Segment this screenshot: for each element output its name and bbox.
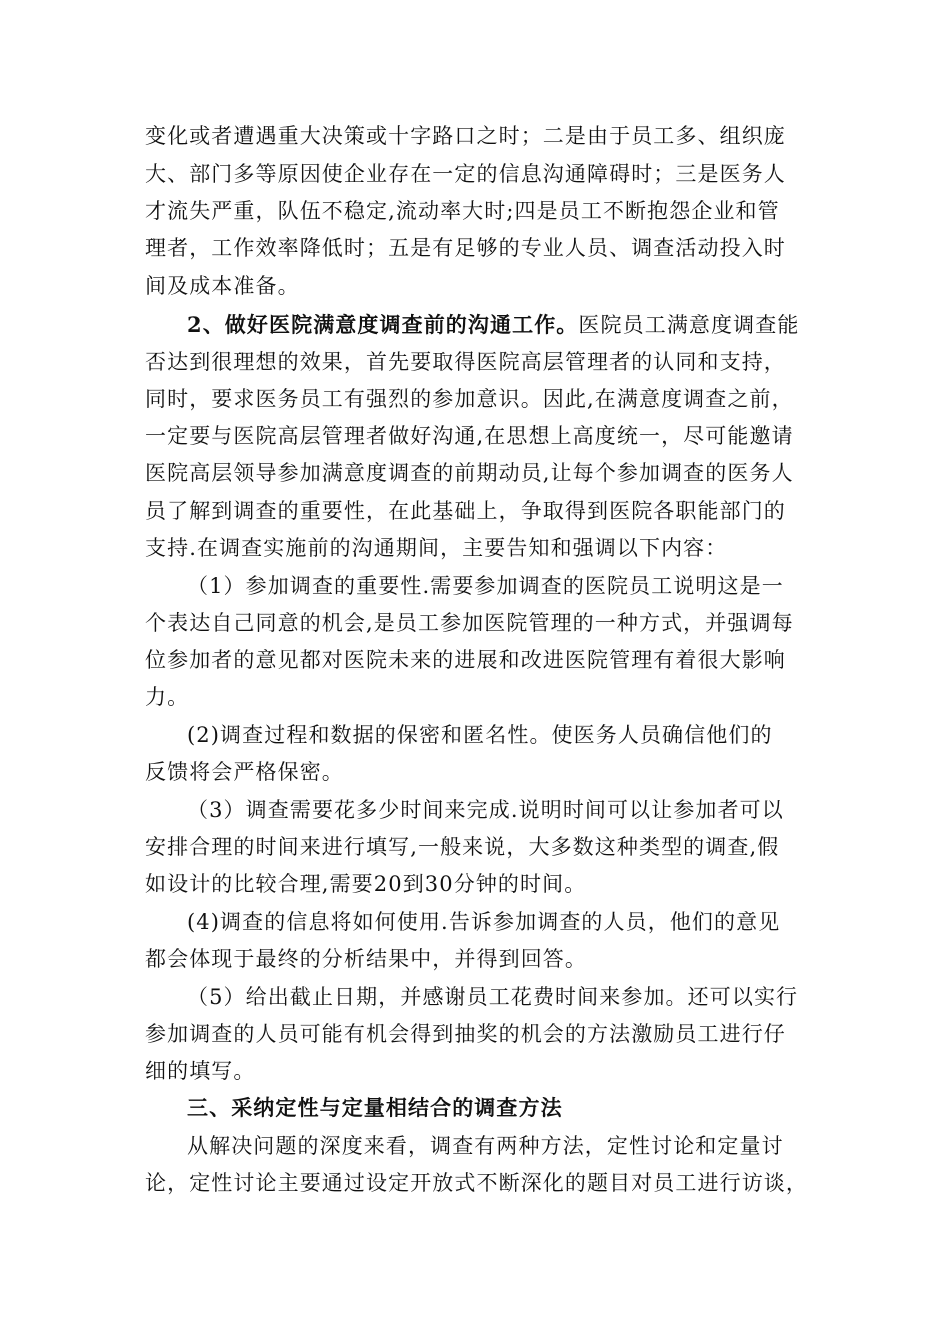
list-item-1-line: 力。 — [145, 685, 190, 709]
list-item-3-line: 安排合理的时间来进行填写,一般来说，大多数这种类型的调查,假 — [145, 835, 780, 859]
body-text-line: 一定要与医院高层管理者做好沟通,在思想上高度统一，尽可能邀请 — [145, 424, 794, 448]
list-item-5-line: 细的填写。 — [145, 1059, 256, 1083]
list-item-3-line: （3）调查需要花多少时间来完成.说明时间可以让参加者可以 — [187, 798, 784, 822]
body-text-line: 理者，工作效率降低时；五是有足够的专业人员、调查活动投入时 — [145, 236, 786, 260]
list-item-2-line: (2)调查过程和数据的保密和匿名性。使医务人员确信他们的 — [187, 723, 773, 747]
body-text-line: 论，定性讨论主要通过设定开放式不断深化的题目对员工进行访谈， — [145, 1171, 808, 1195]
body-text-line: 变化或者遭遇重大决策或十字路口之时；二是由于员工多、组织庞 — [145, 124, 786, 148]
body-text-line: 支持.在调查实施前的沟通期间，主要告知和强调以下内容： — [145, 536, 728, 560]
body-text-line: 才流失严重，队伍不稳定,流动率大时;四是员工不断抱怨企业和管 — [145, 199, 780, 223]
list-item-3-line: 如设计的比较合理,需要20到30分钟的时间。 — [145, 872, 587, 896]
list-item-1-line: 个表达自己同意的机会,是员工参加医院管理的一种方式，并强调每 — [145, 611, 794, 635]
body-text-line: 间及成本准备。 — [145, 274, 300, 298]
list-item-4-line: (4)调查的信息将如何使用.告诉参加调查的人员，他们的意见 — [187, 910, 781, 934]
section-2-first-line — [187, 310, 805, 340]
list-item-5-line: 参加调查的人员可能有机会得到抽奖的机会的方法激励员工进行仔 — [145, 1022, 786, 1046]
body-text-line: 大、部门多等原因使企业存在一定的信息沟通障碍时；三是医务人 — [145, 162, 786, 186]
list-item-1-line: 位参加者的意见都对医院未来的进展和改进医院管理有着很大影响 — [145, 648, 786, 672]
section-2-first-line-text: 医院员工满意度调查能 — [578, 313, 800, 337]
body-text-line: 从解决问题的深度来看，调查有两种方法，定性讨论和定量讨 — [187, 1134, 784, 1158]
section-3-heading: 三、采纳定性与定量相结合的调查方法 — [187, 1095, 563, 1120]
list-item-1-line: （1）参加调查的重要性.需要参加调查的医院员工说明这是一 — [187, 574, 784, 598]
list-item-5-line: （5）给出截止日期，并感谢员工花费时间来参加。还可以实行 — [187, 985, 799, 1009]
body-text-line: 同时，要求医务员工有强烈的参加意识。因此,在满意度调查之前， — [145, 387, 794, 411]
body-text-line: 否达到很理想的效果，首先要取得医院高层管理者的认同和支持， — [145, 350, 786, 374]
body-text-line: 医院高层领导参加满意度调查的前期动员,让每个参加调查的医务人 — [145, 461, 794, 485]
section-2-heading: 2、做好医院满意度调查前的沟通工作。 — [187, 312, 579, 337]
list-item-4-line: 都会体现于最终的分析结果中，并得到回答。 — [145, 947, 587, 971]
body-text-line: 员了解到调查的重要性，在此基础上，争取得到医院各职能部门的 — [145, 499, 786, 523]
list-item-2-line: 反馈将会严格保密。 — [145, 760, 344, 784]
